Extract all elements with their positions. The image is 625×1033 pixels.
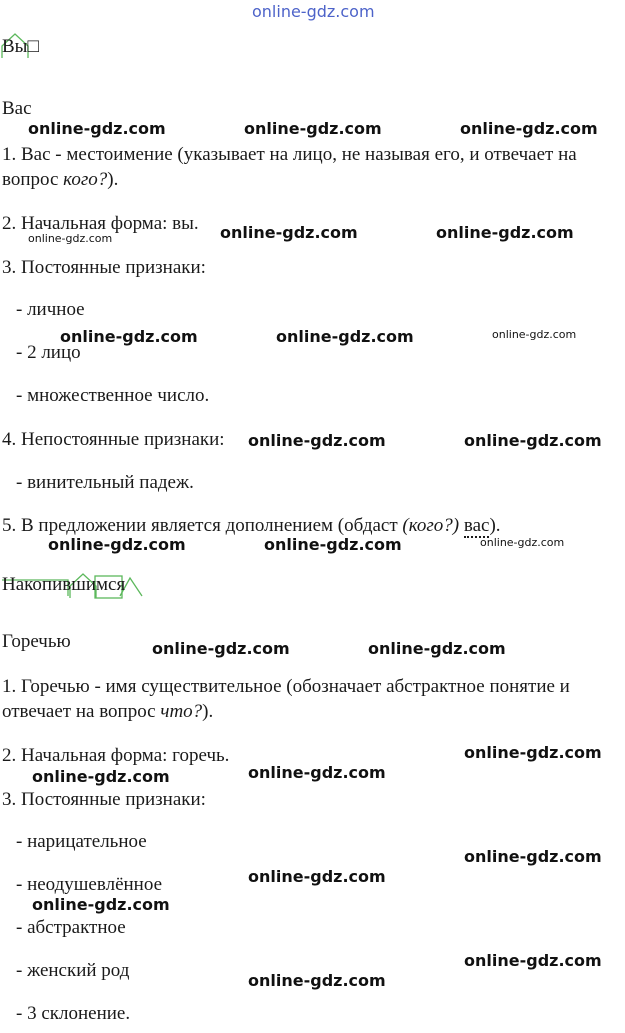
watermark: online-gdz.com	[248, 971, 386, 990]
feature-item: - женский род	[16, 960, 130, 981]
watermark: online-gdz.com	[28, 119, 166, 138]
paragraph-5: 5. В предложении является дополнением (обдаст (кого?) вас).	[2, 515, 501, 536]
watermark: online-gdz.com	[248, 763, 386, 782]
watermark: online-gdz.com	[464, 951, 602, 970]
paragraph-1: 1. Вас - местоимение (указывает на лицо, не называя его, и отвечает на вопрос кого?).	[2, 144, 577, 190]
watermark: online-gdz.com	[48, 535, 186, 554]
paragraph-4: 4. Непостоянные признаки:	[2, 429, 225, 450]
watermark: online-gdz.com	[368, 639, 506, 658]
paragraph-3: 3. Постоянные признаки:	[2, 789, 206, 810]
watermark: online-gdz.com	[220, 223, 358, 242]
paragraph-1: 1. Горечью - имя существительное (обозначает абстрактное понятие и отвечает на вопрос что?).	[2, 676, 570, 722]
watermark: online-gdz.com	[464, 847, 602, 866]
paragraph-3: 3. Постоянные признаки:	[2, 257, 206, 278]
watermark: online-gdz.com	[32, 767, 170, 786]
watermark: online-gdz.com	[28, 232, 113, 245]
watermark: online-gdz.com	[276, 327, 414, 346]
word-nakopivshimsya: Накопившимся	[2, 574, 126, 595]
word-vy: Вы□	[2, 36, 39, 57]
watermark: online-gdz.com	[480, 536, 565, 549]
watermark: online-gdz.com	[436, 223, 574, 242]
feature-item: - личное	[16, 299, 85, 320]
feature-item: - неодушевлённое	[16, 874, 162, 895]
watermark: online-gdz.com	[60, 327, 198, 346]
heading-vas: Вас	[2, 98, 32, 119]
paragraph-2: 2. Начальная форма: горечь.	[2, 745, 230, 766]
feature-item: - 3 склонение.	[16, 1003, 131, 1024]
watermark: online-gdz.com	[252, 2, 375, 21]
watermark: online-gdz.com	[152, 639, 290, 658]
watermark: online-gdz.com	[464, 743, 602, 762]
feature-item: - абстрактное	[16, 917, 126, 938]
feature-item: - нарицательное	[16, 831, 147, 852]
heading-gorechyu: Горечью	[2, 631, 71, 652]
feature-item: - 2 лицо	[16, 342, 81, 363]
watermark: online-gdz.com	[248, 431, 386, 450]
watermark: online-gdz.com	[460, 119, 598, 138]
paragraph-2: 2. Начальная форма: вы.	[2, 213, 199, 234]
feature-item: - множественное число.	[16, 385, 210, 406]
watermark: online-gdz.com	[492, 328, 577, 341]
watermark: online-gdz.com	[248, 867, 386, 886]
watermark: online-gdz.com	[464, 431, 602, 450]
feature-item: - винительный падеж.	[16, 472, 194, 493]
watermark: online-gdz.com	[264, 535, 402, 554]
watermark: online-gdz.com	[244, 119, 382, 138]
watermark: online-gdz.com	[32, 895, 170, 914]
